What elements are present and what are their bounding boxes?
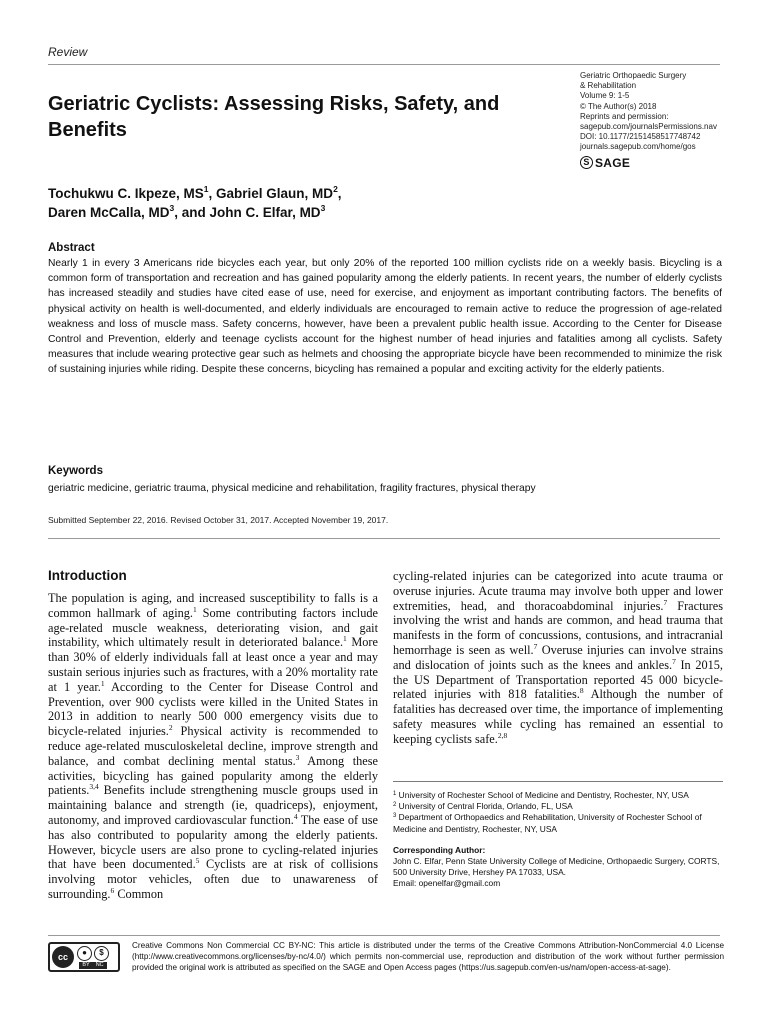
article-type-label: Review: [48, 45, 88, 59]
section-divider: [48, 538, 720, 539]
author-separator: , and: [174, 205, 210, 220]
abstract-text: Nearly 1 in every 3 Americans ride bicycles each year, but only 20% of the reported 100 million cyclists ride on a weekly basis. Bicycling is a common form of transportation and recreation and has gained popularity among the elderly patients. In recent years, the number of elderly cyclists has increased steadily and studies have cited ease of use, need for exercise, and enjoyment as important contributing factors. The benefits of physical activity on health is well-documented, and elderly individuals are encouraged to remain active to reduce the progression of age-related weakness and loss of muscle mass. Safety concerns, however, have been a prevalent public health issue. According to the Center for Disease Control and Prevention, elderly and teenage cyclists account for the highest number of head injuries and fatalities among all cyclists. Safety measures that include wearing protective gear such as helmets and choosing the appropriate bicycle have been recommended to minimize the risk of sustaining injuries while riding. Despite these concerns, bicycling has remained a popular and exciting activity for the elderly patients.: [48, 258, 722, 376]
author-affiliation-mark: 2: [333, 184, 338, 194]
journal-info-line: Reprints and permission:: [580, 111, 669, 121]
publisher-name: SAGE: [595, 155, 631, 170]
journal-info: [580, 71, 730, 170]
citation-ref[interactable]: 1: [100, 678, 105, 688]
affiliation-text: University of Central Florida, Orlando, FL, USA: [398, 801, 573, 812]
body-text-run: Cyclists are at risk of collisions involving motor vehicles, often due to unawareness of surrounding.: [48, 857, 378, 901]
author-affiliation-mark: 3: [169, 203, 175, 213]
cc-nc-label: NC: [95, 961, 104, 968]
sage-logo-icon: S: [580, 156, 593, 169]
citation-ref[interactable]: 3,4: [89, 782, 99, 792]
body-text-run: Overuse injuries can involve strains and dislocation of joints such as the knees and ankles.: [393, 642, 723, 672]
body-text-run: Although the number of fatalities has decreased over time, the importance of implementing safety measures while cycling has remained an essential to keeping cyclists safe.: [393, 687, 723, 746]
body-text-run: The population is aging, and increased susceptibility to falls is a common hallmark of aging.: [48, 591, 378, 620]
journal-info-line: & Rehabilitation: [580, 81, 637, 91]
keywords-heading: Keywords: [48, 465, 103, 477]
body-text-run: Among these activities, bicycling has gained popularity among the elderly patients.: [48, 753, 378, 798]
noncommercial-dollar-icon: $: [94, 946, 109, 961]
affiliation-number: 2: [393, 802, 397, 809]
body-text-run: cycling-related injuries can be categorized into acute trauma or overuse injuries. Acute trauma may involve both upper and lower extremities, head, and thoracoabdominal injuries.: [393, 569, 723, 613]
cc-terms-group: [77, 946, 109, 969]
citation-ref[interactable]: 3: [295, 752, 300, 762]
body-text-run: The ease of use has also contributed to popularity among the elderly patients. However, bicycle users are also prone to cycling-related injuries that have been documented.: [48, 812, 378, 872]
author-name: Gabriel Glaun, MD: [216, 186, 334, 201]
journal-info-line: Volume 9: 1-5: [580, 91, 630, 101]
author-name: John C. Elfar, MD: [209, 205, 321, 220]
citation-ref[interactable]: 2,8: [497, 730, 508, 740]
creative-commons-icon: cc: [52, 946, 74, 968]
body-text-run: Common: [114, 886, 164, 901]
author-separator: ,: [208, 186, 217, 201]
cc-by-label: BY: [82, 961, 90, 968]
affiliation-note: [393, 801, 723, 812]
journal-info-line[interactable]: sagepub.com/journalsPermissions.nav: [580, 122, 717, 132]
body-column-right: [393, 569, 723, 747]
citation-ref[interactable]: 1: [192, 604, 197, 614]
citation-ref[interactable]: 7: [533, 641, 538, 651]
keywords-text: geriatric medicine, geriatric trauma, physical medicine and rehabilitation, fragility fractures, physical therapy: [48, 483, 536, 494]
footnote-divider: [393, 781, 723, 782]
body-text-run: More than 30% of elderly individuals fall at least once a year and may sustain serious injuries such as fractures, with a 20% mortality rate at 1 year.: [48, 635, 378, 694]
introduction-heading: Introduction: [48, 568, 127, 583]
top-divider: [48, 64, 720, 65]
author-separator: ,: [337, 186, 342, 201]
submission-dates: Submitted September 22, 2016. Revised October 31, 2017. Accepted November 19, 2017.: [48, 515, 389, 525]
journal-info-line: Geriatric Orthopaedic Surgery: [580, 71, 687, 80]
author-affiliation-mark: 3: [320, 203, 326, 213]
citation-ref[interactable]: 8: [579, 686, 584, 696]
affiliation-text: Department of Orthopaedics and Rehabilitation, University of Rochester School of Medicine and Dentistry, Rochester, NY, USA: [393, 812, 702, 834]
affiliation-number: 3: [393, 813, 397, 820]
author-name: Daren McCalla, MD: [48, 205, 170, 220]
author-name: Tochukwu C. Ikpeze, MS: [48, 186, 204, 201]
journal-info-line[interactable]: journals.sagepub.com/home/gos: [580, 142, 696, 152]
citation-ref[interactable]: 1: [343, 634, 347, 644]
abstract-heading: Abstract: [48, 242, 95, 254]
body-text-run: Some contributing factors include age-related muscle weakness, deteriorating vision, and gait instability, which ultimately result in deteriorated balance.: [48, 605, 378, 650]
body-text-run: Physical activity is recommended to reduce age-related musculoskeletal decline, improve strength and balance, and combat declining mental status.: [48, 724, 378, 768]
affiliation-note: [393, 812, 723, 834]
affiliation-text: University of Rochester School of Medicine and Dentistry, Rochester, NY, USA: [398, 790, 689, 800]
journal-info-line: © The Author(s) 2018: [580, 101, 657, 111]
citation-ref[interactable]: 4: [293, 811, 298, 821]
body-column-left: [48, 591, 378, 902]
affiliation-note: [393, 790, 723, 801]
body-text-run: Benefits include strengthening muscle groups used in maintaining balance and strength (ie, quadriceps), enjoyment, autonomy, and improved cardiovascular function.: [48, 783, 378, 827]
body-text-run: According to the Center for Disease Control and Prevention, over 900 cyclists were killed in the United States in 2013 in addition to nearly 500 000 emergency visits due to bicycle-related injuries.: [48, 679, 378, 739]
article-title: Geriatric Cyclists: Assessing Risks, Safety, and Benefits: [48, 93, 500, 141]
body-text-run: In 2015, the US Department of Transportation reported 45 000 bicycle-related injuries with 818 fatalities.: [393, 657, 723, 702]
author-affiliation-mark: 1: [203, 184, 209, 194]
citation-ref[interactable]: 2: [168, 723, 173, 733]
corresponding-author-heading: Corresponding Author:: [393, 844, 486, 855]
citation-ref[interactable]: 6: [110, 885, 115, 895]
citation-ref[interactable]: 7: [663, 597, 668, 607]
footer-divider: [48, 935, 720, 936]
affiliation-number: 1: [393, 791, 397, 797]
cc-license-badge[interactable]: [48, 942, 120, 972]
citation-ref[interactable]: 5: [195, 856, 200, 866]
attribution-person-icon: ●: [77, 946, 92, 961]
citation-ref[interactable]: 7: [672, 656, 676, 666]
publisher-logo: [580, 156, 730, 170]
body-text-run: Fractures involving the wrist and hands are common, and head trauma that manifests in the form of concussions, contusions, and intracranial hemorrhage is seen as well.: [393, 598, 724, 657]
corresponding-author-address: John C. Elfar, Penn State University College of Medicine, Orthopaedic Surgery, CORTS, 500 University Drive, Hershey PA 17033, USA.: [393, 856, 720, 878]
author-list: [48, 184, 342, 222]
footnotes: [393, 790, 723, 890]
license-text: Creative Commons Non Commercial CC BY-NC: This article is distributed under the terms of the Creative Commons Attribution-NonCommercial 4.0 License (http://www.creativecommons.org/licenses/by-nc/4.0/) which permits non-commercial use, reproduction and distribution of the work without further permission provided the original work is attributed as specified on the SAGE and Open Access pages (https://us.sagepub.com/en-us/nam/open-access-at-sage).: [132, 941, 724, 972]
journal-info-line[interactable]: DOI: 10.1177/2151458517748742: [580, 132, 701, 142]
corresponding-author-email[interactable]: Email: openelfar@gmail.com: [393, 878, 501, 889]
